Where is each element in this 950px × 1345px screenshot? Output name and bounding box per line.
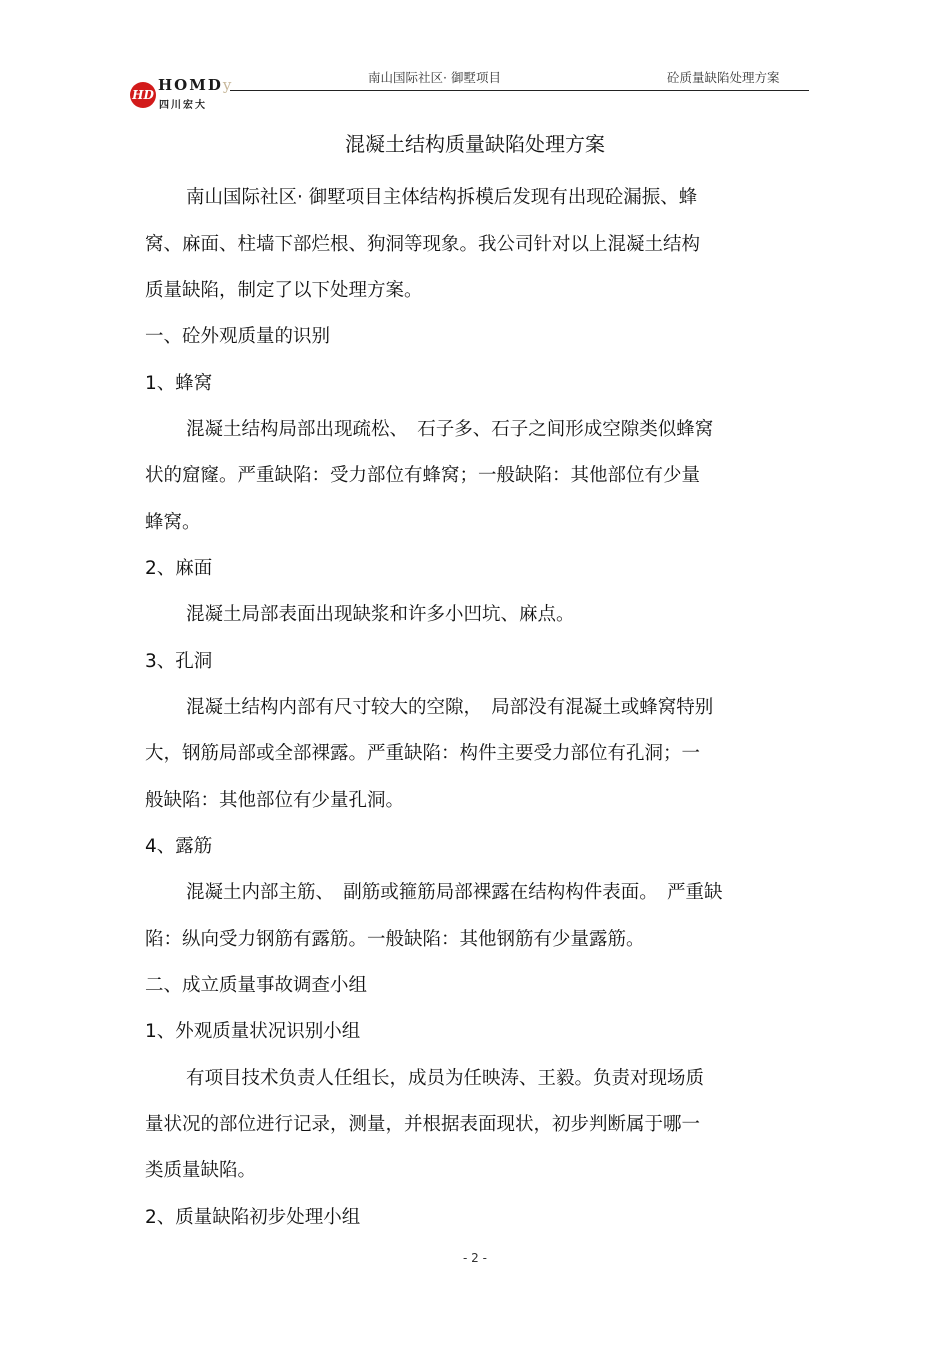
subsection-heading: 4、露筋 [145,836,213,857]
body-text-line: 混凝土局部表面出现缺浆和许多小凹坑、麻点。 [186,604,575,625]
body-text-line: 混凝土结构内部有尺寸较大的空隙， 局部没有混凝土或蜂窝特别 [186,697,714,718]
body-text-line: 混凝土结构局部出现疏松、 石子多、石子之间形成空隙类似蜂窝 [186,419,714,440]
subsection-heading: 3、孔洞 [145,651,213,672]
body-text-line: 蜂窝。 [145,512,201,533]
logo-brand-tail: y [222,76,234,94]
body-text-line: 状的窟窿。严重缺陷：受力部位有蜂窝；一般缺陷：其他部位有少量 [145,465,701,486]
logo-emblem: HD [130,82,156,108]
logo-brand-text [158,76,233,94]
subsection-heading: 2、麻面 [145,558,213,579]
body-text-line: 大，钢筋局部或全部裸露。严重缺陷：构件主要受力部位有孔洞；一 [145,743,701,764]
header-divider [230,90,809,91]
body-text-line: 般缺陷：其他部位有少量孔洞。 [145,790,405,811]
body-text-line: 陷：纵向受力钢筋有露筋。一般缺陷：其他钢筋有少量露筋。 [145,929,645,950]
subsection-heading: 1、蜂窝 [145,373,213,394]
section-heading: 一、砼外观质量的识别 [145,326,331,347]
intro-paragraph-line: 窝、麻面、柱墙下部烂根、狗洞等现象。我公司针对以上混凝土结构 [145,234,701,255]
logo-brand-main: HOMD [158,76,223,94]
body-text-line: 类质量缺陷。 [145,1160,257,1181]
intro-paragraph-line: 质量缺陷，制定了以下处理方案。 [145,280,423,301]
document-title: 混凝土结构质量缺陷处理方案 [345,132,605,156]
subsection-heading: 2、质量缺陷初步处理小组 [145,1207,361,1228]
body-text-line: 量状况的部位进行记录，测量，并根据表面现状，初步判断属于哪一 [145,1114,701,1135]
logo-company-name: 四川宏大 [159,100,207,111]
body-text-line: 有项目技术负责人任组长，成员为任映涛、王毅。负责对现场质 [186,1068,705,1089]
subsection-heading: 1、外观质量状况识别小组 [145,1021,361,1042]
company-logo [128,74,234,114]
page-number: - 2 - [463,1251,487,1265]
header-project-name: 南山国际社区· 御墅项目 [368,70,501,85]
body-text-line: 混凝土内部主筋、 副筋或箍筋局部裸露在结构构件表面。 严重缺 [186,882,723,903]
header-document-name: 砼质量缺陷处理方案 [667,70,780,85]
section-heading: 二、成立质量事故调查小组 [145,975,368,996]
intro-paragraph-line: 南山国际社区· 御墅项目主体结构拆模后发现有出现砼漏振、蜂 [186,187,698,208]
